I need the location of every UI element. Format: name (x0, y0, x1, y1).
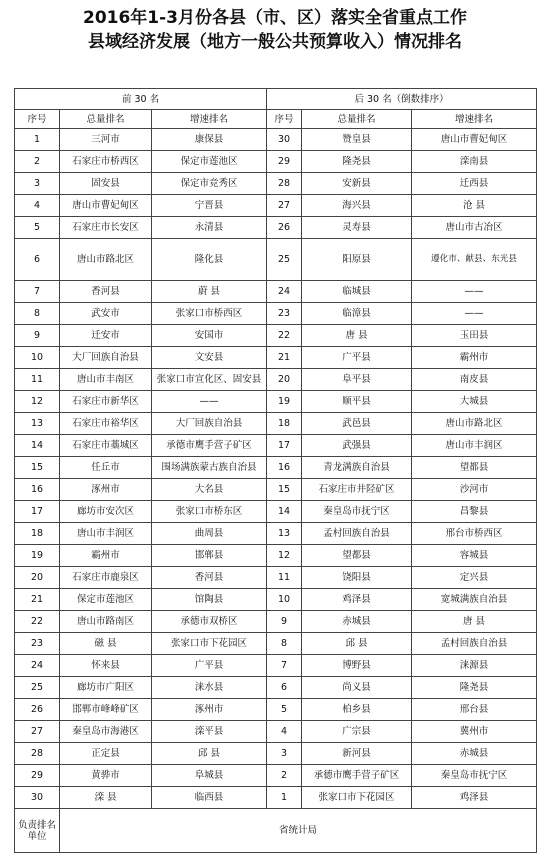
cell-seq-left: 24 (15, 655, 60, 677)
cell-total-right: 顺平县 (302, 391, 412, 413)
col-growth-right: 增速排名 (412, 110, 537, 129)
cell-seq-left: 28 (15, 743, 60, 765)
cell-growth-left: 承德市鹰手营子矿区 (152, 435, 267, 457)
cell-total-right: 临漳县 (302, 303, 412, 325)
cell-seq-left: 25 (15, 677, 60, 699)
table-row (15, 589, 537, 611)
cell-total-right: 青龙满族自治县 (302, 457, 412, 479)
table-row (15, 501, 537, 523)
cell-growth-right: 隆尧县 (412, 677, 537, 699)
cell-total-left: 涿州市 (60, 479, 152, 501)
cell-seq-left: 1 (15, 129, 60, 151)
cell-total-right: 望都县 (302, 545, 412, 567)
cell-seq-right: 29 (267, 151, 302, 173)
cell-growth-right: 冀州市 (412, 721, 537, 743)
cell-seq-left: 27 (15, 721, 60, 743)
footer-label: 负责排名单位 (15, 809, 60, 853)
cell-total-right: 灵寿县 (302, 217, 412, 239)
cell-seq-left: 23 (15, 633, 60, 655)
cell-seq-right: 17 (267, 435, 302, 457)
cell-growth-right: —— (412, 303, 537, 325)
cell-growth-left: 张家口市桥东区 (152, 501, 267, 523)
cell-total-left: 石家庄市裕华区 (60, 413, 152, 435)
footer-value: 省统计局 (60, 809, 537, 853)
cell-seq-left: 13 (15, 413, 60, 435)
cell-growth-left: 馆陶县 (152, 589, 267, 611)
cell-seq-left: 4 (15, 195, 60, 217)
table-row (15, 217, 537, 239)
cell-growth-right: 南皮县 (412, 369, 537, 391)
cell-total-left: 武安市 (60, 303, 152, 325)
cell-total-right: 柏乡县 (302, 699, 412, 721)
table-row (15, 545, 537, 567)
cell-total-right: 安新县 (302, 173, 412, 195)
cell-growth-right: 唐 县 (412, 611, 537, 633)
cell-growth-left: 保定市竞秀区 (152, 173, 267, 195)
cell-total-left: 霸州市 (60, 545, 152, 567)
cell-growth-left: 涞水县 (152, 677, 267, 699)
cell-total-right: 阜平县 (302, 369, 412, 391)
table-row (15, 435, 537, 457)
cell-total-left: 石家庄市鹿泉区 (60, 567, 152, 589)
cell-total-left: 石家庄市桥西区 (60, 151, 152, 173)
cell-seq-left: 3 (15, 173, 60, 195)
cell-seq-right: 10 (267, 589, 302, 611)
cell-seq-right: 20 (267, 369, 302, 391)
cell-seq-right: 22 (267, 325, 302, 347)
cell-growth-left: 康保县 (152, 129, 267, 151)
cell-total-left: 保定市莲池区 (60, 589, 152, 611)
cell-growth-right: 孟村回族自治县 (412, 633, 537, 655)
cell-seq-right: 15 (267, 479, 302, 501)
cell-total-left: 唐山市路南区 (60, 611, 152, 633)
cell-total-right: 武邑县 (302, 413, 412, 435)
cell-total-right: 张家口市下花园区 (302, 787, 412, 809)
cell-growth-right: 鸡泽县 (412, 787, 537, 809)
cell-total-left: 任丘市 (60, 457, 152, 479)
cell-total-left: 唐山市路北区 (60, 239, 152, 281)
cell-growth-right: 容城县 (412, 545, 537, 567)
table-row (15, 765, 537, 787)
cell-total-right: 石家庄市井陉矿区 (302, 479, 412, 501)
table-row (15, 699, 537, 721)
title-line-1: 2016年1-3月份各县（市、区）落实全省重点工作 (82, 8, 468, 28)
cell-growth-left: 阜城县 (152, 765, 267, 787)
cell-total-left: 邯郸市峰峰矿区 (60, 699, 152, 721)
cell-total-left: 正定县 (60, 743, 152, 765)
cell-seq-right: 30 (267, 129, 302, 151)
cell-growth-right: 涞源县 (412, 655, 537, 677)
cell-seq-left: 14 (15, 435, 60, 457)
cell-seq-left: 5 (15, 217, 60, 239)
cell-growth-right: 沧 县 (412, 195, 537, 217)
cell-growth-right: 昌黎县 (412, 501, 537, 523)
cell-seq-left: 6 (15, 239, 60, 281)
cell-total-right: 广宗县 (302, 721, 412, 743)
col-total-right: 总量排名 (302, 110, 412, 129)
cell-growth-right: 赤城县 (412, 743, 537, 765)
cell-total-left: 秦皇岛市海港区 (60, 721, 152, 743)
cell-growth-right: 邢台县 (412, 699, 537, 721)
cell-growth-left: 张家口市桥西区 (152, 303, 267, 325)
cell-growth-right: 霸州市 (412, 347, 537, 369)
col-growth-left: 增速排名 (152, 110, 267, 129)
cell-seq-right: 9 (267, 611, 302, 633)
cell-growth-left: 保定市莲池区 (152, 151, 267, 173)
cell-growth-right: 玉田县 (412, 325, 537, 347)
cell-total-right: 秦皇岛市抚宁区 (302, 501, 412, 523)
table-row (15, 567, 537, 589)
cell-growth-right: 迁西县 (412, 173, 537, 195)
cell-seq-right: 13 (267, 523, 302, 545)
cell-total-right: 赞皇县 (302, 129, 412, 151)
cell-total-right: 饶阳县 (302, 567, 412, 589)
cell-growth-left: 曲周县 (152, 523, 267, 545)
cell-seq-right: 7 (267, 655, 302, 677)
cell-seq-right: 16 (267, 457, 302, 479)
table-row (15, 743, 537, 765)
cell-total-left: 迁安市 (60, 325, 152, 347)
cell-total-left: 香河县 (60, 281, 152, 303)
cell-total-left: 石家庄市新华区 (60, 391, 152, 413)
cell-seq-right: 24 (267, 281, 302, 303)
table-row (15, 677, 537, 699)
cell-seq-right: 21 (267, 347, 302, 369)
cell-growth-left: 围场满族蒙古族自治县 (152, 457, 267, 479)
cell-seq-right: 14 (267, 501, 302, 523)
cell-growth-right: 唐山市路北区 (412, 413, 537, 435)
table-row (15, 633, 537, 655)
cell-growth-right: 望都县 (412, 457, 537, 479)
cell-growth-left: 临西县 (152, 787, 267, 809)
cell-seq-right: 28 (267, 173, 302, 195)
cell-total-right: 临城县 (302, 281, 412, 303)
cell-seq-left: 26 (15, 699, 60, 721)
cell-total-right: 唐 县 (302, 325, 412, 347)
cell-total-right: 阳原县 (302, 239, 412, 281)
table-row (15, 239, 537, 281)
cell-seq-right: 3 (267, 743, 302, 765)
cell-total-right: 承德市鹰手营子矿区 (302, 765, 412, 787)
cell-growth-left: 广平县 (152, 655, 267, 677)
cell-growth-right: 大城县 (412, 391, 537, 413)
cell-seq-left: 29 (15, 765, 60, 787)
cell-seq-left: 20 (15, 567, 60, 589)
cell-seq-right: 12 (267, 545, 302, 567)
left-header: 前 30 名 (15, 89, 267, 110)
cell-seq-left: 15 (15, 457, 60, 479)
table-row (15, 173, 537, 195)
cell-seq-left: 9 (15, 325, 60, 347)
cell-growth-left: 文安县 (152, 347, 267, 369)
table-row (15, 347, 537, 369)
table-row (15, 655, 537, 677)
cell-growth-right: 唐山市丰润区 (412, 435, 537, 457)
cell-total-left: 廊坊市安次区 (60, 501, 152, 523)
cell-seq-right: 27 (267, 195, 302, 217)
cell-seq-left: 21 (15, 589, 60, 611)
cell-seq-right: 11 (267, 567, 302, 589)
cell-total-right: 新河县 (302, 743, 412, 765)
cell-seq-left: 10 (15, 347, 60, 369)
cell-total-left: 三河市 (60, 129, 152, 151)
cell-total-left: 唐山市丰润区 (60, 523, 152, 545)
cell-seq-right: 18 (267, 413, 302, 435)
cell-growth-right: 定兴县 (412, 567, 537, 589)
cell-growth-right: 邢台市桥西区 (412, 523, 537, 545)
cell-total-right: 海兴县 (302, 195, 412, 217)
table-row (15, 281, 537, 303)
cell-total-left: 黄骅市 (60, 765, 152, 787)
cell-growth-left: 大厂回族自治县 (152, 413, 267, 435)
cell-total-right: 广平县 (302, 347, 412, 369)
cell-growth-right: 唐山市曹妃甸区 (412, 129, 537, 151)
cell-seq-right: 4 (267, 721, 302, 743)
cell-growth-left: 香河县 (152, 567, 267, 589)
cell-total-left: 滦 县 (60, 787, 152, 809)
cell-growth-left: 涿州市 (152, 699, 267, 721)
table-row (15, 151, 537, 173)
cell-growth-right: 沙河市 (412, 479, 537, 501)
cell-total-right: 孟村回族自治县 (302, 523, 412, 545)
cell-total-left: 廊坊市广阳区 (60, 677, 152, 699)
cell-total-right: 赤城县 (302, 611, 412, 633)
footer-row (15, 809, 537, 853)
table-row (15, 721, 537, 743)
table-row (15, 457, 537, 479)
table-row (15, 325, 537, 347)
cell-seq-right: 25 (267, 239, 302, 281)
cell-seq-left: 11 (15, 369, 60, 391)
table-row (15, 479, 537, 501)
cell-total-right: 博野县 (302, 655, 412, 677)
title-line-2: 县域经济发展（地方一般公共预算收入）情况排名 (88, 32, 462, 52)
cell-growth-left: 承德市双桥区 (152, 611, 267, 633)
table-row (15, 129, 537, 151)
cell-growth-right: 滦南县 (412, 151, 537, 173)
table-row (15, 787, 537, 809)
cell-seq-left: 22 (15, 611, 60, 633)
table-row (15, 369, 537, 391)
cell-seq-left: 16 (15, 479, 60, 501)
cell-total-right: 武强县 (302, 435, 412, 457)
cell-seq-right: 6 (267, 677, 302, 699)
cell-seq-left: 12 (15, 391, 60, 413)
ranking-table (14, 88, 537, 853)
cell-total-left: 磁 县 (60, 633, 152, 655)
cell-growth-right: 唐山市古冶区 (412, 217, 537, 239)
cell-growth-right: 秦皇岛市抚宁区 (412, 765, 537, 787)
cell-seq-left: 8 (15, 303, 60, 325)
cell-growth-left: 永清县 (152, 217, 267, 239)
cell-seq-right: 23 (267, 303, 302, 325)
cell-seq-right: 5 (267, 699, 302, 721)
cell-total-left: 固安县 (60, 173, 152, 195)
cell-total-right: 隆尧县 (302, 151, 412, 173)
cell-total-right: 邱 县 (302, 633, 412, 655)
table-row (15, 195, 537, 217)
cell-total-left: 大厂回族自治县 (60, 347, 152, 369)
cell-growth-left: 张家口市下花园区 (152, 633, 267, 655)
table-row (15, 303, 537, 325)
cell-seq-right: 8 (267, 633, 302, 655)
cell-seq-right: 26 (267, 217, 302, 239)
cell-seq-left: 18 (15, 523, 60, 545)
cell-total-left: 石家庄市长安区 (60, 217, 152, 239)
cell-growth-left: 邱 县 (152, 743, 267, 765)
cell-growth-left: 邯郸县 (152, 545, 267, 567)
cell-growth-left: —— (152, 391, 267, 413)
cell-seq-left: 7 (15, 281, 60, 303)
cell-growth-left: 蔚 县 (152, 281, 267, 303)
cell-growth-left: 大名县 (152, 479, 267, 501)
cell-growth-right: 宽城满族自治县 (412, 589, 537, 611)
table-row (15, 391, 537, 413)
table-row (15, 523, 537, 545)
table-row (15, 413, 537, 435)
cell-seq-left: 19 (15, 545, 60, 567)
cell-growth-left: 张家口市宣化区、固安县 (152, 369, 267, 391)
cell-growth-left: 滦平县 (152, 721, 267, 743)
cell-seq-left: 30 (15, 787, 60, 809)
cell-total-left: 唐山市曹妃甸区 (60, 195, 152, 217)
col-total-left: 总量排名 (60, 110, 152, 129)
cell-seq-right: 1 (267, 787, 302, 809)
cell-growth-left: 安国市 (152, 325, 267, 347)
col-seq-right: 序号 (267, 110, 302, 129)
cell-seq-right: 19 (267, 391, 302, 413)
cell-total-left: 石家庄市藁城区 (60, 435, 152, 457)
col-seq-left: 序号 (15, 110, 60, 129)
cell-total-right: 鸡泽县 (302, 589, 412, 611)
cell-growth-right: 遵化市、献县、东光县 (412, 239, 537, 281)
cell-total-left: 唐山市丰南区 (60, 369, 152, 391)
cell-growth-left: 隆化县 (152, 239, 267, 281)
cell-growth-right: —— (412, 281, 537, 303)
cell-growth-left: 宁晋县 (152, 195, 267, 217)
table-row (15, 611, 537, 633)
right-header: 后 30 名（倒数排序） (267, 89, 537, 110)
cell-seq-right: 2 (267, 765, 302, 787)
cell-total-left: 怀来县 (60, 655, 152, 677)
cell-seq-left: 17 (15, 501, 60, 523)
cell-seq-left: 2 (15, 151, 60, 173)
cell-total-right: 尚义县 (302, 677, 412, 699)
